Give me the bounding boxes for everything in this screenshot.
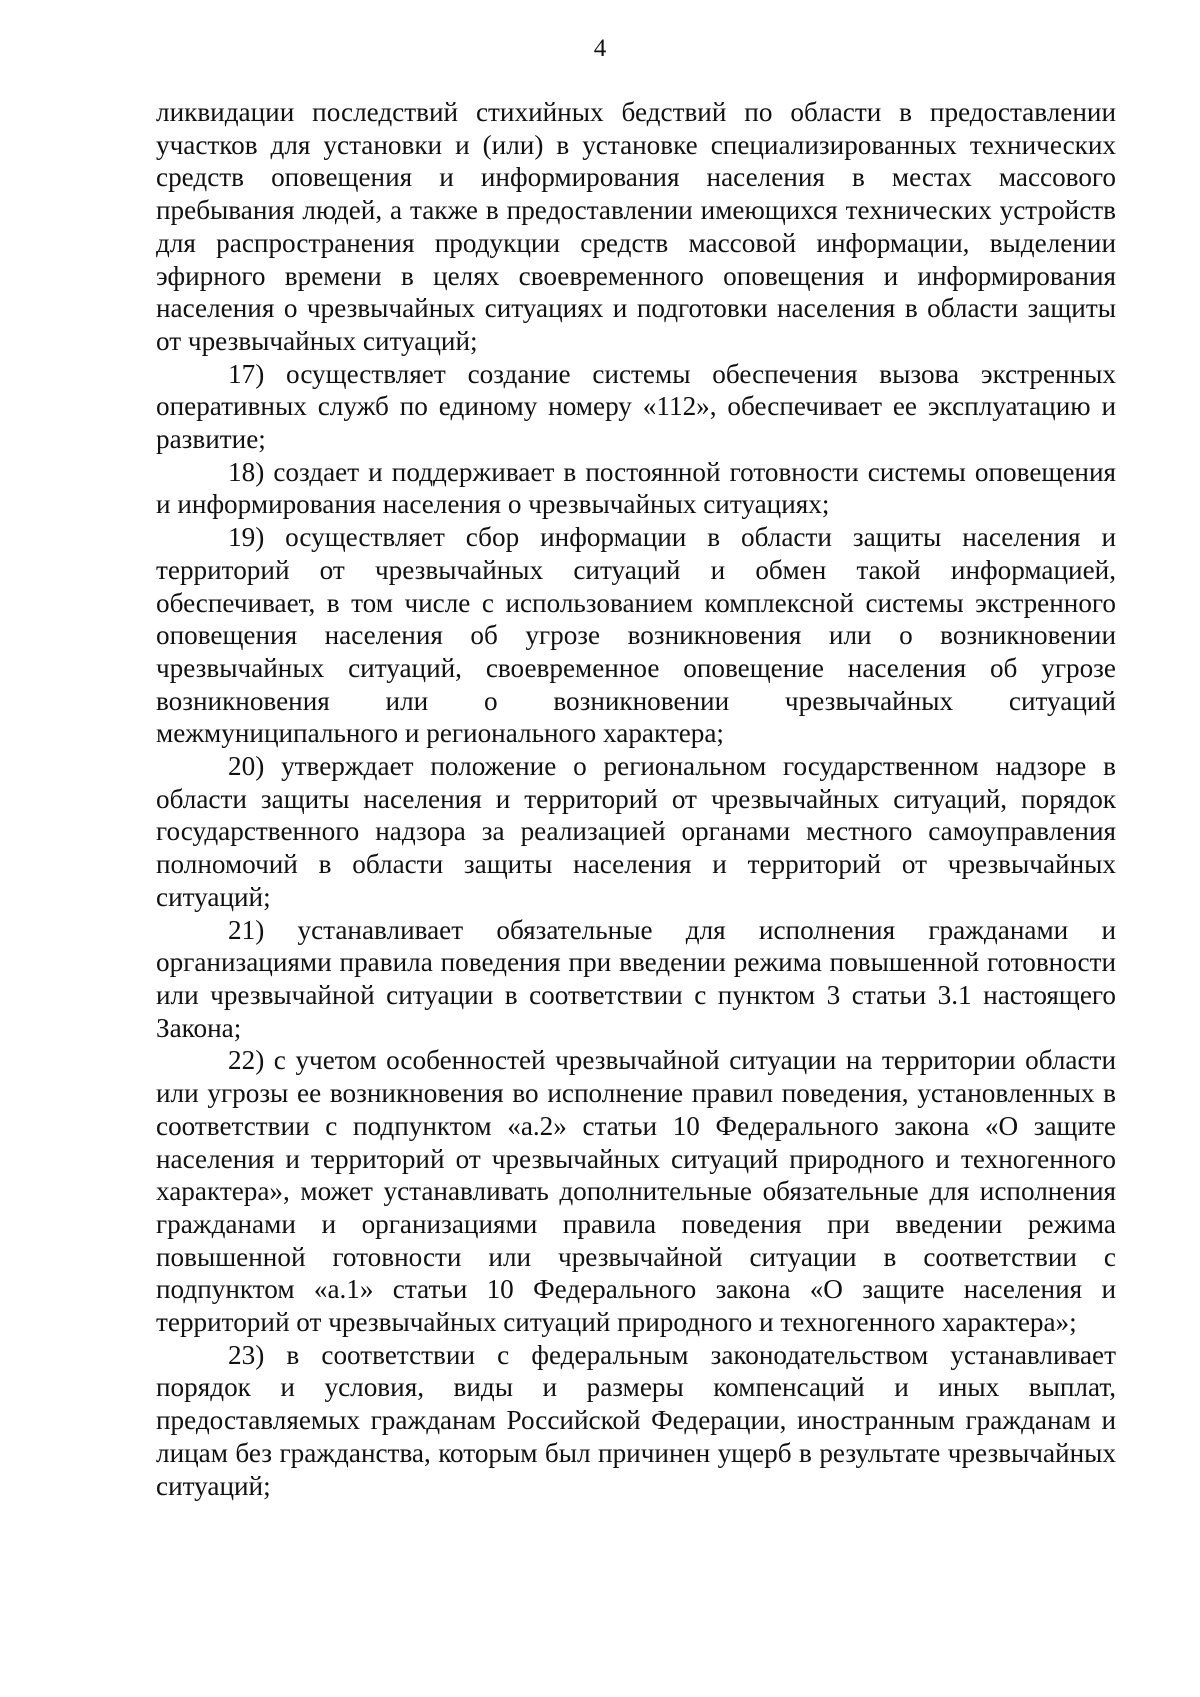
paragraph-item-22: 22) с учетом особенностей чрезвычайной ситуации на территории области или угрозы ее возникновения во исполнение правил поведения, установленных в соответствии с подпунктом «а.2» статьи 10 Федерального закона «О защите населения и территорий от чрезвычайных ситуаций природного и техногенного характера», может устанавливать дополнительные обязательные для исполнения гражданами и организациями правила поведения при введении режима повышенной готовности или чрезвычайной ситуации в соответствии с подпунктом «а.1» статьи 10 Федерального закона «О защите населения и территорий от чрезвычайных ситуаций природного и техногенного характера»; [156,1045,1116,1338]
paragraph-continuation: ликвидации последствий стихийных бедствий по области в предоставлении участков для установки и (или) в установке специализированных технических средств оповещения и информирования населения в местах массового пребывания людей, а также в предоставлении имеющихся технических устройств для распространения продукции средств массовой информации, выделении эфирного времени в целях своевременного оповещения и информирования населения о чрезвычайных ситуациях и подготовки населения в области защиты от чрезвычайных ситуаций; [156,97,1116,356]
paragraph-item-19: 19) осуществляет сбор информации в области защиты населения и территорий от чрезвычайных ситуаций и обмен такой информацией, обеспечивает, в том числе с использованием комплексной системы экстренного оповещения населения об угрозе возникновения или о возникновении чрезвычайных ситуаций, своевременное оповещение населения об угрозе возникновения или о возникновении чрезвычайных ситуаций межмуниципального и регионального характера; [156,522,1116,749]
paragraph-item-23: 23) в соответствии с федеральным законодательством устанавливает порядок и условия, виды и размеры компенсаций и иных выплат, предоставляемых гражданам Российской Федерации, иностранным гражданам и лицам без гражданства, которым был причинен ущерб в результате чрезвычайных ситуаций; [156,1339,1116,1501]
paragraph-item-17: 17) осуществляет создание системы обеспечения вызова экстренных оперативных служб по единому номеру «112», обеспечивает ее эксплуатацию и развитие; [156,358,1116,455]
paragraph-item-21: 21) устанавливает обязательные для исполнения гражданами и организациями правила поведения при введении режима повышенной готовности или чрезвычайной ситуации в соответствии с пунктом 3 статьи 3.1 настоящего Закона; [156,914,1116,1043]
paragraph-item-18: 18) создает и поддерживает в постоянной готовности системы оповещения и информирования населения о чрезвычайных ситуациях; [156,456,1116,520]
paragraph-item-20: 20) утверждает положение о региональном государственном надзоре в области защиты населения и территорий от чрезвычайных ситуаций, порядок государственного надзора за реализацией органами местного самоуправления полномочий в области защиты населения и территорий от чрезвычайных ситуаций; [156,751,1116,912]
document-body [156,96,1116,1502]
page-number: 4 [593,35,607,62]
